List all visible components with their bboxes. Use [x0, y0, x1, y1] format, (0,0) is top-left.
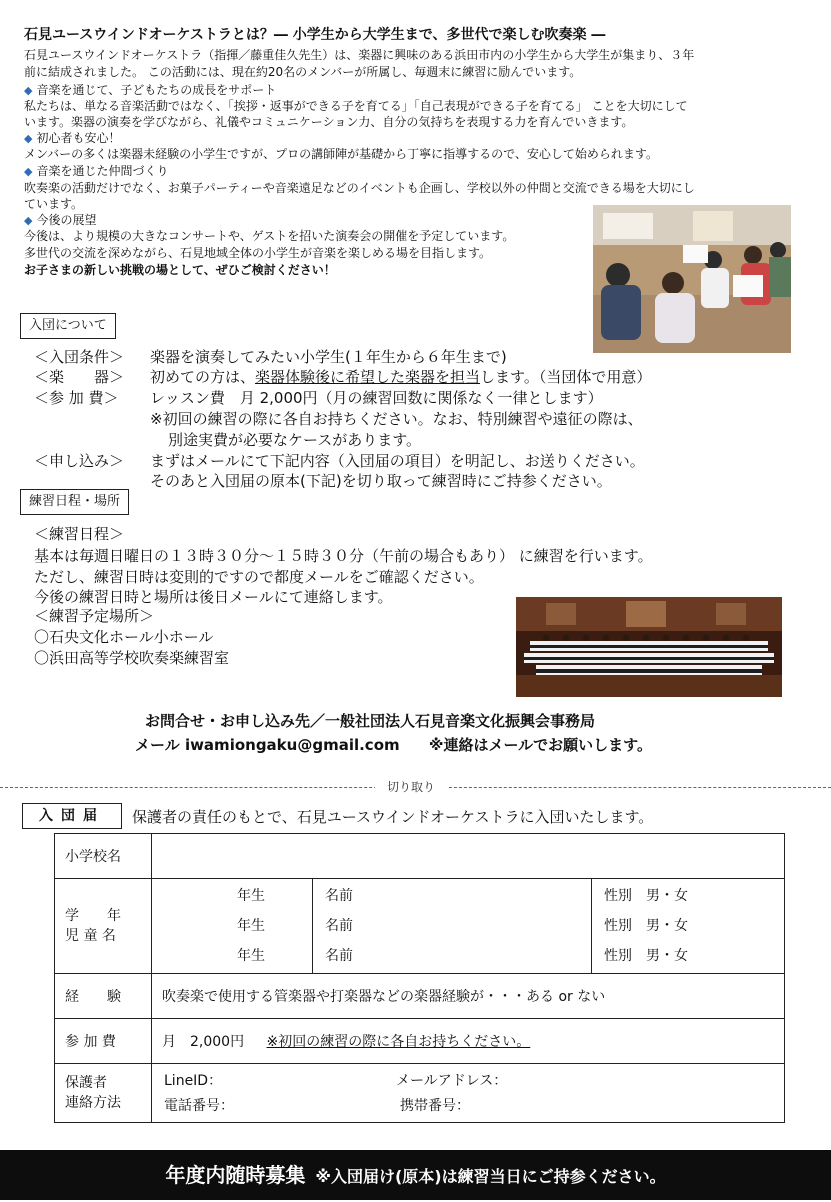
join-label-conditions: ＜入団条件＞ [34, 348, 125, 366]
section-heading-text: 音楽を通じて、子どもたちの成長をサポート [36, 83, 277, 97]
schedule-line: ただし、練習日時は変則的ですので都度メールをご確認ください。 [34, 568, 484, 586]
join-label-instrument: ＜楽 器＞ [34, 368, 125, 386]
line-id-field[interactable]: LineID： [164, 1073, 223, 1089]
school-name-field[interactable] [152, 834, 785, 879]
grade-suffix: 年生 [237, 918, 265, 934]
application-form [54, 833, 785, 1123]
section-line: メンバーの多くは楽器未経験の小学生ですが、プロの講師陣が基礎から丁寧に指導するので、安心して始められます。 [24, 147, 658, 161]
section-line: 多世代の交流を深めながら、石見地域全体の小学生が音楽を楽しめる場を目指します。 [24, 246, 492, 260]
contact-method-label: 連絡方法 [65, 1095, 121, 1111]
experience-field[interactable] [152, 974, 785, 1019]
schedule-line: 〇浜田高等学校吹奏楽練習室 [34, 649, 230, 667]
grade-suffix: 年生 [237, 948, 265, 964]
section-heading-text: 初心者も安心！ [36, 131, 121, 145]
experience-text: 吹奏楽で使用する管楽器や打楽器などの楽器経験が・・・ある or ない [162, 989, 606, 1005]
join-text-conditions: 楽器を演奏してみたい小学生(１年生から６年生まで) [150, 348, 507, 366]
section-heading-text: 今後の展望 [36, 213, 97, 227]
section-line: 私たちは、単なる音楽活動ではなく、「挨拶・返事ができる子を育てる」「自己表現ができる子を育てる」 ことを大切にして [24, 99, 688, 113]
name-cells[interactable] [313, 879, 592, 974]
gender-row-2[interactable] [592, 911, 784, 941]
form-tag-text: 入団届 [39, 808, 105, 824]
fee-label-text: 参 加 費 [65, 1034, 116, 1050]
instrument-text-underlined: 楽器体験後に希望した楽器を担当 [255, 368, 481, 386]
join-section-box [20, 313, 116, 339]
mobile-field[interactable]: 携帯番号： [400, 1098, 470, 1114]
cut-label: 切り取り [375, 778, 447, 795]
join-text-fee: レッスン費 月 2,000円（月の練習回数に関係なく一律とします） [150, 389, 603, 407]
name-label: 名前 [325, 948, 353, 964]
experience-label [55, 974, 152, 1019]
concert-group-photo [516, 597, 782, 697]
instrument-text-post: します。（当団体で用意） [480, 368, 652, 386]
blue-diamond-icon: ◆ [24, 214, 33, 227]
join-text-apply: まずはメールにて下記内容（入団届の項目）を明記し、お送りください。 [150, 452, 645, 470]
section-line: います。楽器の演奏を学びながら、礼儀やコミュニケーション力、自分の気持ちを表現する力を育んでいきます。 [24, 115, 634, 129]
name-label: 名前 [325, 888, 353, 904]
blue-diamond-icon: ◆ [24, 84, 33, 97]
footer-note: ※入団届け(原本)は練習当日にご持参ください。 [315, 1167, 666, 1186]
student-label-grade: 学 年 [65, 908, 121, 924]
gender-row-1[interactable] [592, 881, 784, 911]
intro-line-1: 石見ユースウインドオーケストラ（指揮／藤重佳久先生）は、楽器に興味のある浜田市内の小学生から大学生が集まり、３年 [24, 48, 695, 62]
phone-field[interactable]: 電話番号： [164, 1098, 234, 1114]
schedule-line: ＜練習予定場所＞ [34, 607, 155, 625]
intro-closing: お子さまの新しい挑戦の場として、ぜひご検討ください！ [24, 263, 336, 277]
grade-row-2[interactable] [152, 911, 312, 941]
fee-field [152, 1019, 785, 1064]
section-line: 今後は、より規模の大きなコンサートや、ゲストを招いた演奏会の開催を予定しています。 [24, 229, 515, 243]
footer-main: 年度内随時募集 [165, 1163, 306, 1187]
form-tag [22, 803, 122, 829]
schedule-section-title: 練習日程・場所 [29, 494, 121, 509]
experience-label-text: 経 験 [65, 989, 121, 1005]
contact-note: ※連絡はメールでお願いします。 [428, 736, 652, 754]
name-row-1[interactable] [313, 881, 591, 911]
name-row-3[interactable] [313, 941, 591, 971]
grade-cells[interactable] [152, 879, 313, 974]
section-line: ています。 [24, 197, 84, 211]
section-heading-1 [24, 81, 276, 98]
gender-cells[interactable] [592, 879, 785, 974]
name-row-2[interactable] [313, 911, 591, 941]
schedule-line: 今後の練習日時と場所は後日メールにて連絡します。 [34, 588, 393, 606]
email-prefix: メール [135, 736, 180, 754]
gender-label: 性別 男・女 [604, 888, 688, 904]
school-label-text: 小学校名 [65, 849, 121, 865]
footer-band [0, 1150, 831, 1200]
gender-label: 性別 男・女 [604, 918, 688, 934]
section-heading-2 [24, 129, 120, 146]
name-label: 名前 [325, 918, 353, 934]
grade-row-3[interactable] [152, 941, 312, 971]
join-text-fee-note: ※初回の練習の際に各自お持ちください。なお、特別練習や遠征の際は、 [150, 410, 643, 428]
contact-line-2 [135, 734, 652, 755]
section-heading-text: 音楽を通じた仲間づくり [36, 164, 169, 178]
intro-title: 石見ユースウインドオーケストラとは？― 小学生から大学生まで、多世代で楽しむ吹奏楽 ― [24, 27, 606, 43]
join-label-fee: ＜参 加 費＞ [34, 389, 119, 407]
schedule-line: 基本は毎週日曜日の１３時３０分～１５時３０分（午前の場合もあり） に練習を行います。 [34, 547, 653, 565]
schedule-section-box [20, 489, 129, 515]
guardian-contact-field[interactable] [152, 1064, 785, 1123]
mail-address-field[interactable]: メールアドレス： [396, 1073, 508, 1089]
fee-amount: 月 2,000円 [162, 1034, 245, 1050]
join-label-apply: ＜申し込み＞ [34, 452, 125, 470]
gender-label: 性別 男・女 [604, 948, 688, 964]
section-line: 吹奏楽の活動だけでなく、お菓子パーティーや音楽遠足などのイベントも企画し、学校以外の仲間と交流できる場を大切にし [24, 181, 695, 195]
blue-diamond-icon: ◆ [24, 132, 33, 145]
practice-photo [593, 205, 791, 353]
join-text-apply-2: そのあと入団届の原本(下記)を切り取って練習時にご持参ください。 [150, 472, 612, 490]
grade-suffix: 年生 [237, 888, 265, 904]
guardian-contact-label [55, 1064, 152, 1123]
join-text-instrument [150, 366, 651, 387]
gender-row-3[interactable] [592, 941, 784, 971]
student-label-name: 児 童 名 [65, 928, 116, 944]
schedule-line: ＜練習日程＞ [34, 525, 125, 543]
contact-line-1: お問合せ・お申し込み先／一般社団法人石見音楽文化振興会事務局 [145, 712, 596, 730]
fee-note: ※初回の練習の際に各自お持ちください。 [266, 1034, 531, 1050]
join-section-title: 入団について [29, 318, 107, 333]
fee-label [55, 1019, 152, 1064]
join-text-fee-note-2: 別途実費が必要なケースがあります。 [168, 431, 422, 449]
contact-email[interactable]: iwamiongaku@gmail.com [184, 736, 400, 754]
guardian-label: 保護者 [65, 1075, 107, 1091]
schedule-line: 〇石央文化ホール小ホール [34, 628, 214, 646]
form-lead: 保護者の責任のもとで、石見ユースウインドオーケストラに入団いたします。 [132, 808, 654, 826]
blue-diamond-icon: ◆ [24, 165, 33, 178]
section-heading-3 [24, 162, 168, 179]
instrument-text-pre: 初めての方は、 [150, 368, 256, 386]
intro-line-2: 前に結成されました。 この活動には、現在約20名のメンバーが所属し、毎週末に練習に励んでいます。 [24, 65, 582, 79]
student-label [55, 879, 152, 974]
school-name-label [55, 834, 152, 879]
grade-row-1[interactable] [152, 881, 312, 911]
section-heading-4 [24, 211, 96, 228]
